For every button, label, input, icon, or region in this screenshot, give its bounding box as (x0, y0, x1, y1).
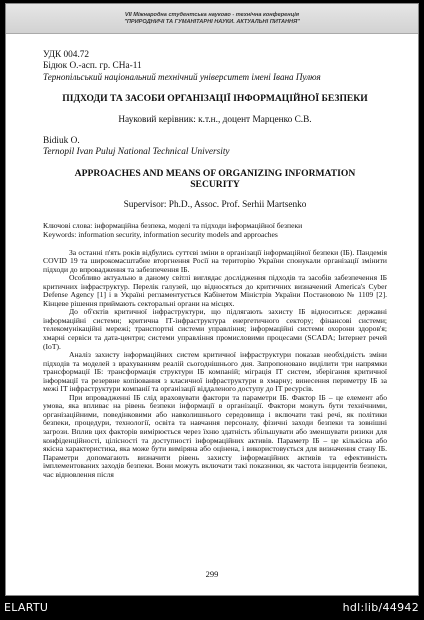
keywords-ua: Ключові слова: інформаційна безпека, моделі та підходи інформаційної безпеки (43, 220, 303, 230)
repository-name: ELARTU (4, 601, 49, 614)
supervisor-en: Supervisor: Ph.D., Assoc. Prof. Serhii Martsenko (123, 199, 307, 210)
page-number: 299 (205, 569, 219, 579)
paragraph: До об'єктів критичної інфраструктури, що підлягають захисту ІБ відноситься: державні інформаційні системи; критична ІТ-інфраструктура енергетичного сектору; фінансові системи; телекомунікаційні мережі; транспортні системи управління; інформаційні системи охорони здоров'я; хмарні сервіси та дата-центри; системи управління промисловими процесами (SCADA; Інтернет речей (IoT). (43, 307, 387, 351)
university-en: Ternopil Ivan Puluj National Technical University (43, 146, 230, 157)
paragraph: За останні п'ять років відбулись суттєві зміни в організації інформаційної безпеки (ІБ). Пандемія COVID 19 та широкомасштабне вторгнення Росії на територію України спонукали організації змінити підходи до впровадження та забезпечення ІБ. (43, 247, 387, 274)
keywords-en: Keywords: information security, information security models and approaches (43, 229, 278, 239)
article-content (43, 44, 387, 479)
title-en-line1: APPROACHES AND MEANS OF ORGANIZING INFORMATION (74, 167, 356, 179)
conference-header (6, 4, 418, 34)
title-en-line2: SECURITY (190, 179, 240, 190)
handle-id: hdl:lib/44942 (342, 601, 419, 614)
title-ua: ПІДХОДИ ТА ЗАСОБИ ОРГАНІЗАЦІЇ ІНФОРМАЦІЙНОЇ БЕЗПЕКИ (62, 93, 368, 104)
conference-header-line2: "ПРИРОДНИЧІ ТА ГУМАНІТАРНІ НАУКИ. АКТУАЛЬНІ ПИТАННЯ" (124, 19, 300, 25)
university-ua: Тернопільський національний технічний університет імені Івана Пулюя (43, 72, 321, 82)
paragraph: Особливо актуально в даному світлі виглядає дослідження підходів та засобів забезпечення ІБ критичних інфраструктур. Перелік галузей, що відносяться до критичних визначений America's Cyber Defense Agency [1] і в Україні регламентується Кабінетом Міністрів України Постановою № 1109 [2]. Кінцеве рішення приймають секторальні органи на місцях. (43, 273, 387, 308)
paper-page (5, 3, 419, 596)
paragraph: Аналіз захисту інформаційних систем критичної інфраструктури показав необхідність зміни підходів та моделей з врахуванням реалій сьогоднішнього дня. Запропоновано виділити три напрямки трансформації ІБ: трансформація структури ІБ компаній; міграція ІТ систем, зберігання критичної інформації та резервне копіювання з класичної інфраструктури в хмарну; винесення периметру ІБ за межі ІТ інфраструктури компанії та організації віддаленого доступу до ІТ ресурсів. (43, 350, 387, 394)
repository-footer (0, 596, 424, 620)
paragraph: При впровадженні ІБ слід враховувати фактори та параметри ІБ. Фактор ІБ – це елемент або умова, яка впливає на рівень безпеки інформації в організації. Фактори можуть бути технічними, організаційними, поведінковими або навколишнього середовища і включати такі речі, як політики безпеки, процедури, технології, освіта та навчання персоналу, фізичні заходи безпеки та зовнішні загрози. Вплив цих факторів вимірюється через їхню здатність збільшувати або зменшувати ризики для конфіденційності, цілісності та доступності інформаційних активів. Параметр ІБ – це кількісна або якісна характеристика, яка може бути виміряна або оцінена, і використовується для визначення стану ІБ. Параметри допомагають визначити рівень захисту інформаційних активів та ефективність імплементованих заходів безпеки. Вони можуть включати такі показники, як частота інцидентів безпеки, час відновлення після (43, 392, 387, 479)
conference-header-line1: VII Міжнародна студентська науково - технічна конференція (124, 12, 300, 18)
supervisor-ua: Науковий керівник: к.т.н., доцент Марценко С.В. (118, 114, 312, 125)
author-en: Bidiuk O. (43, 135, 80, 146)
author-ua: Бідюк О.-асп. гр. СНа-11 (43, 61, 142, 71)
udk-code: УДК 004.72 (43, 50, 90, 60)
